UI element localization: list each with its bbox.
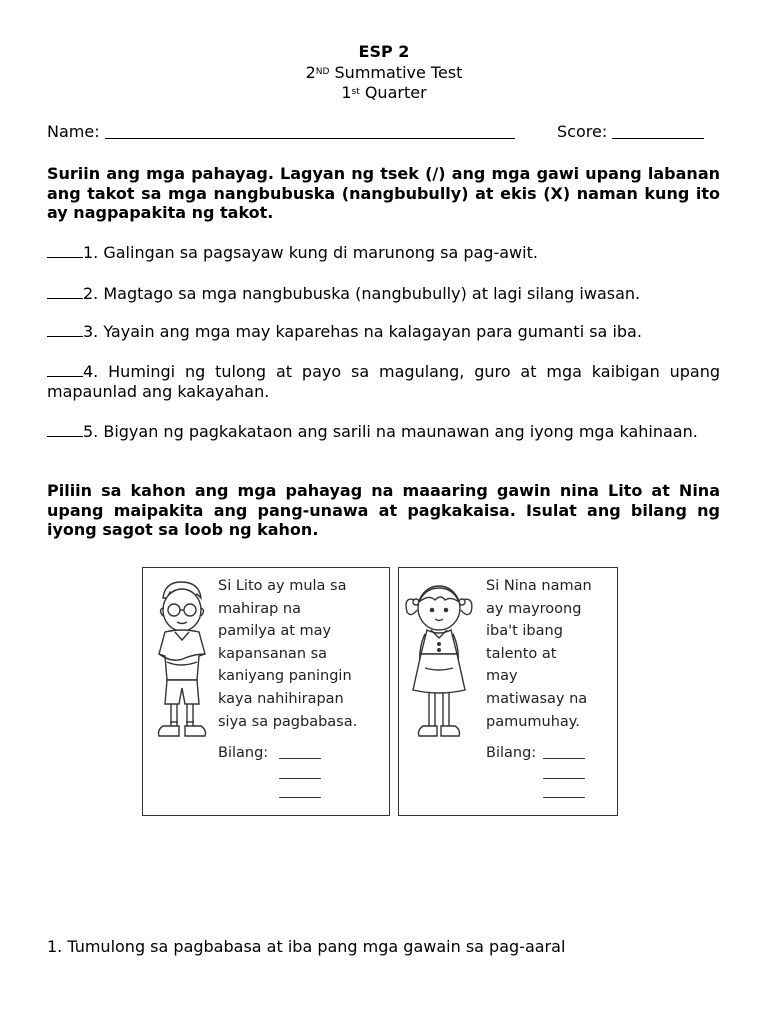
score-field[interactable] [557, 122, 704, 142]
lito-bilang-blank-1[interactable] [279, 758, 321, 759]
lito-bilang-blank-3[interactable] [279, 797, 321, 798]
nina-description: Si Nina naman ay mayroong iba't ibang talento at may matiwasay na pamumuhay. [486, 578, 592, 730]
score-blank[interactable] [612, 138, 704, 139]
lito-description: Si Lito ay mula sa mahirap na pamilya at may kapansanan sa kaniyang paningin kaya nahihirapan siya sa pagbabasa. [218, 578, 358, 730]
name-field[interactable] [47, 122, 515, 142]
answer-blank[interactable] [47, 362, 83, 377]
boy-illustration [145, 576, 217, 756]
nina-bilang-blank-2[interactable] [543, 778, 585, 779]
test-quarter: 1st Quarter [341, 83, 427, 102]
section2-instruction: Piliin sa kahon ang mga pahayag na maaaring gawin nina Lito at Nina upang maipakita ang pang-unawa at pagkakaisa. Isulat ang bilang ng iyong sagot sa loob ng kahon. [47, 481, 720, 539]
list-item: 2. Magtago sa mga nangbubuska (nangbubully) at lagi silang iwasan. [47, 284, 720, 304]
answer-blank[interactable] [47, 284, 83, 299]
list-item: 3. Yayain ang mga may kaparehas na kalagayan para gumanti sa iba. [47, 322, 720, 342]
girl-illustration [401, 578, 477, 748]
lito-box [142, 567, 390, 816]
answer-blank[interactable] [47, 322, 83, 337]
nina-bilang-blank-1[interactable] [543, 758, 585, 759]
list-item: 5. Bigyan ng pagkakataon ang sarili na maunawan ang iyong mga kahinaan. [47, 422, 720, 442]
section1-instruction: Suriin ang mga pahayag. Lagyan ng tsek (/) ang mga gawi upang labanan ang takot sa mga nangbubuska (nangbubully) at ekis (X) naman kung ito ay nagpapakita ng takot. [47, 164, 720, 222]
test-title: 2ND Summative Test [305, 63, 463, 82]
lito-bilang-label: Bilang: [218, 745, 269, 761]
choice-item: 1. Tumulong sa pagbabasa at iba pang mga gawain sa pag-aaral [47, 937, 566, 956]
nina-box [398, 567, 618, 816]
lito-bilang-blank-2[interactable] [279, 778, 321, 779]
name-label: Name: [47, 122, 100, 141]
list-item: 4. Humingi ng tulong at payo sa magulang, guro at mga kaibigan upang mapaunlad ang kakayahan. [47, 362, 720, 401]
nina-bilang-blank-3[interactable] [543, 797, 585, 798]
name-blank[interactable] [105, 138, 515, 139]
answer-blank[interactable] [47, 243, 83, 258]
nina-bilang-label: Bilang: [486, 745, 537, 761]
list-item: 1. Galingan sa pagsayaw kung di marunong sa pag-awit. [47, 243, 720, 263]
test-subject: ESP 2 [358, 42, 410, 61]
answer-blank[interactable] [47, 422, 83, 437]
score-label: Score: [557, 122, 608, 141]
